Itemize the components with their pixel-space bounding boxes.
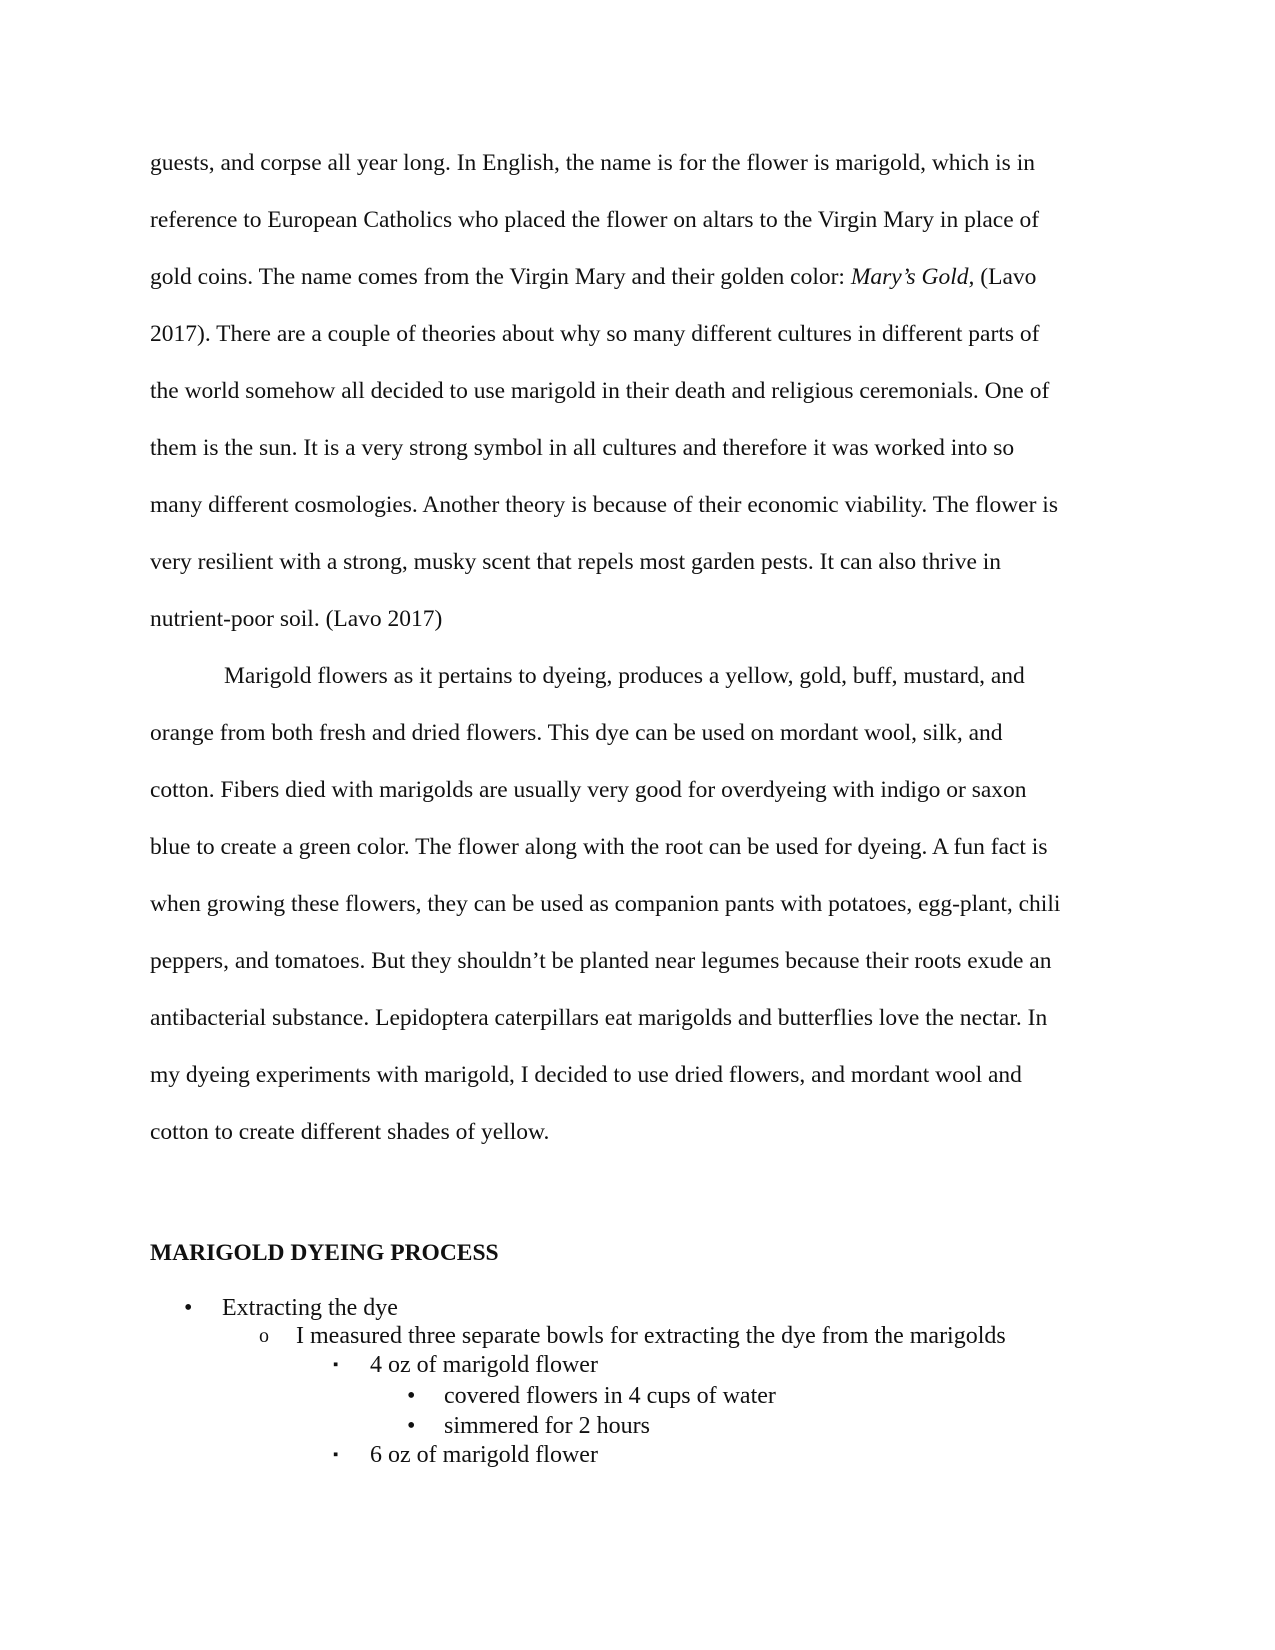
- body-line-14: when growing these flowers, they can be used as companion pants with potatoes, egg-plant, chili: [150, 891, 1061, 917]
- body-line-8: very resilient with a strong, musky scent that repels most garden pests. It can also thrive in: [150, 549, 1002, 575]
- body-line-2: reference to European Catholics who placed the flower on altars to the Virgin Mary in place of: [150, 207, 1040, 233]
- body-line-12: cotton. Fibers died with marigolds are usually very good for overdyeing with indigo or saxon: [150, 777, 1027, 803]
- bullet-marker: •: [184, 1295, 193, 1321]
- body-line-5: the world somehow all decided to use marigold in their death and religious ceremonials. One of: [150, 378, 1050, 404]
- list-item-level3-a: 4 oz of marigold flower: [370, 1352, 598, 1378]
- body-line-3-text-a: gold coins. The name comes from the Virgin Mary and their golden color:: [150, 264, 851, 290]
- section-heading: MARIGOLD DYEING PROCESS: [150, 1240, 499, 1266]
- body-line-7: many different cosmologies. Another theory is because of their economic viability. The flower is: [150, 492, 1058, 518]
- body-line-3: [150, 262, 1036, 292]
- list-item-level2: I measured three separate bowls for extracting the dye from the marigolds: [296, 1323, 1006, 1349]
- list-item-level1: Extracting the dye: [222, 1295, 398, 1321]
- body-line-18: cotton to create different shades of yellow.: [150, 1119, 550, 1145]
- body-line-15: peppers, and tomatoes. But they shouldn’t be planted near legumes because their roots exude an: [150, 948, 1052, 974]
- body-line-17: my dyeing experiments with marigold, I decided to use dried flowers, and mordant wool and: [150, 1062, 1022, 1088]
- body-line-3-italic: Mary’s Gold,: [850, 264, 975, 290]
- square-marker: ▪: [333, 1447, 339, 1463]
- list-item-level4-a: covered flowers in 4 cups of water: [444, 1383, 776, 1409]
- body-line-1: guests, and corpse all year long. In English, the name is for the flower is marigold, which is in: [150, 150, 1035, 176]
- body-line-6: them is the sun. It is a very strong symbol in all cultures and therefore it was worked into so: [150, 435, 1015, 461]
- square-marker: ▪: [333, 1357, 339, 1373]
- bullet-marker: •: [407, 1383, 416, 1409]
- body-line-11: orange from both fresh and dried flowers. This dye can be used on mordant wool, silk, and: [150, 720, 1003, 746]
- body-line-4: 2017). There are a couple of theories about why so many different cultures in different parts of: [150, 321, 1040, 347]
- body-line-16: antibacterial substance. Lepidoptera caterpillars eat marigolds and butterflies love the nectar. In: [150, 1005, 1048, 1031]
- list-item-level4-b: simmered for 2 hours: [444, 1413, 650, 1439]
- circle-marker: o: [259, 1325, 269, 1347]
- body-line-13: blue to create a green color. The flower along with the root can be used for dyeing. A fun fact is: [150, 834, 1048, 860]
- list-item-level3-b: 6 oz of marigold flower: [370, 1442, 598, 1468]
- bullet-marker: •: [407, 1413, 416, 1439]
- body-line-9: nutrient-poor soil. (Lavo 2017): [150, 606, 443, 632]
- body-line-10: Marigold flowers as it pertains to dyeing, produces a yellow, gold, buff, mustard, and: [224, 663, 1025, 689]
- body-line-3-text-b: (Lavo: [974, 264, 1037, 290]
